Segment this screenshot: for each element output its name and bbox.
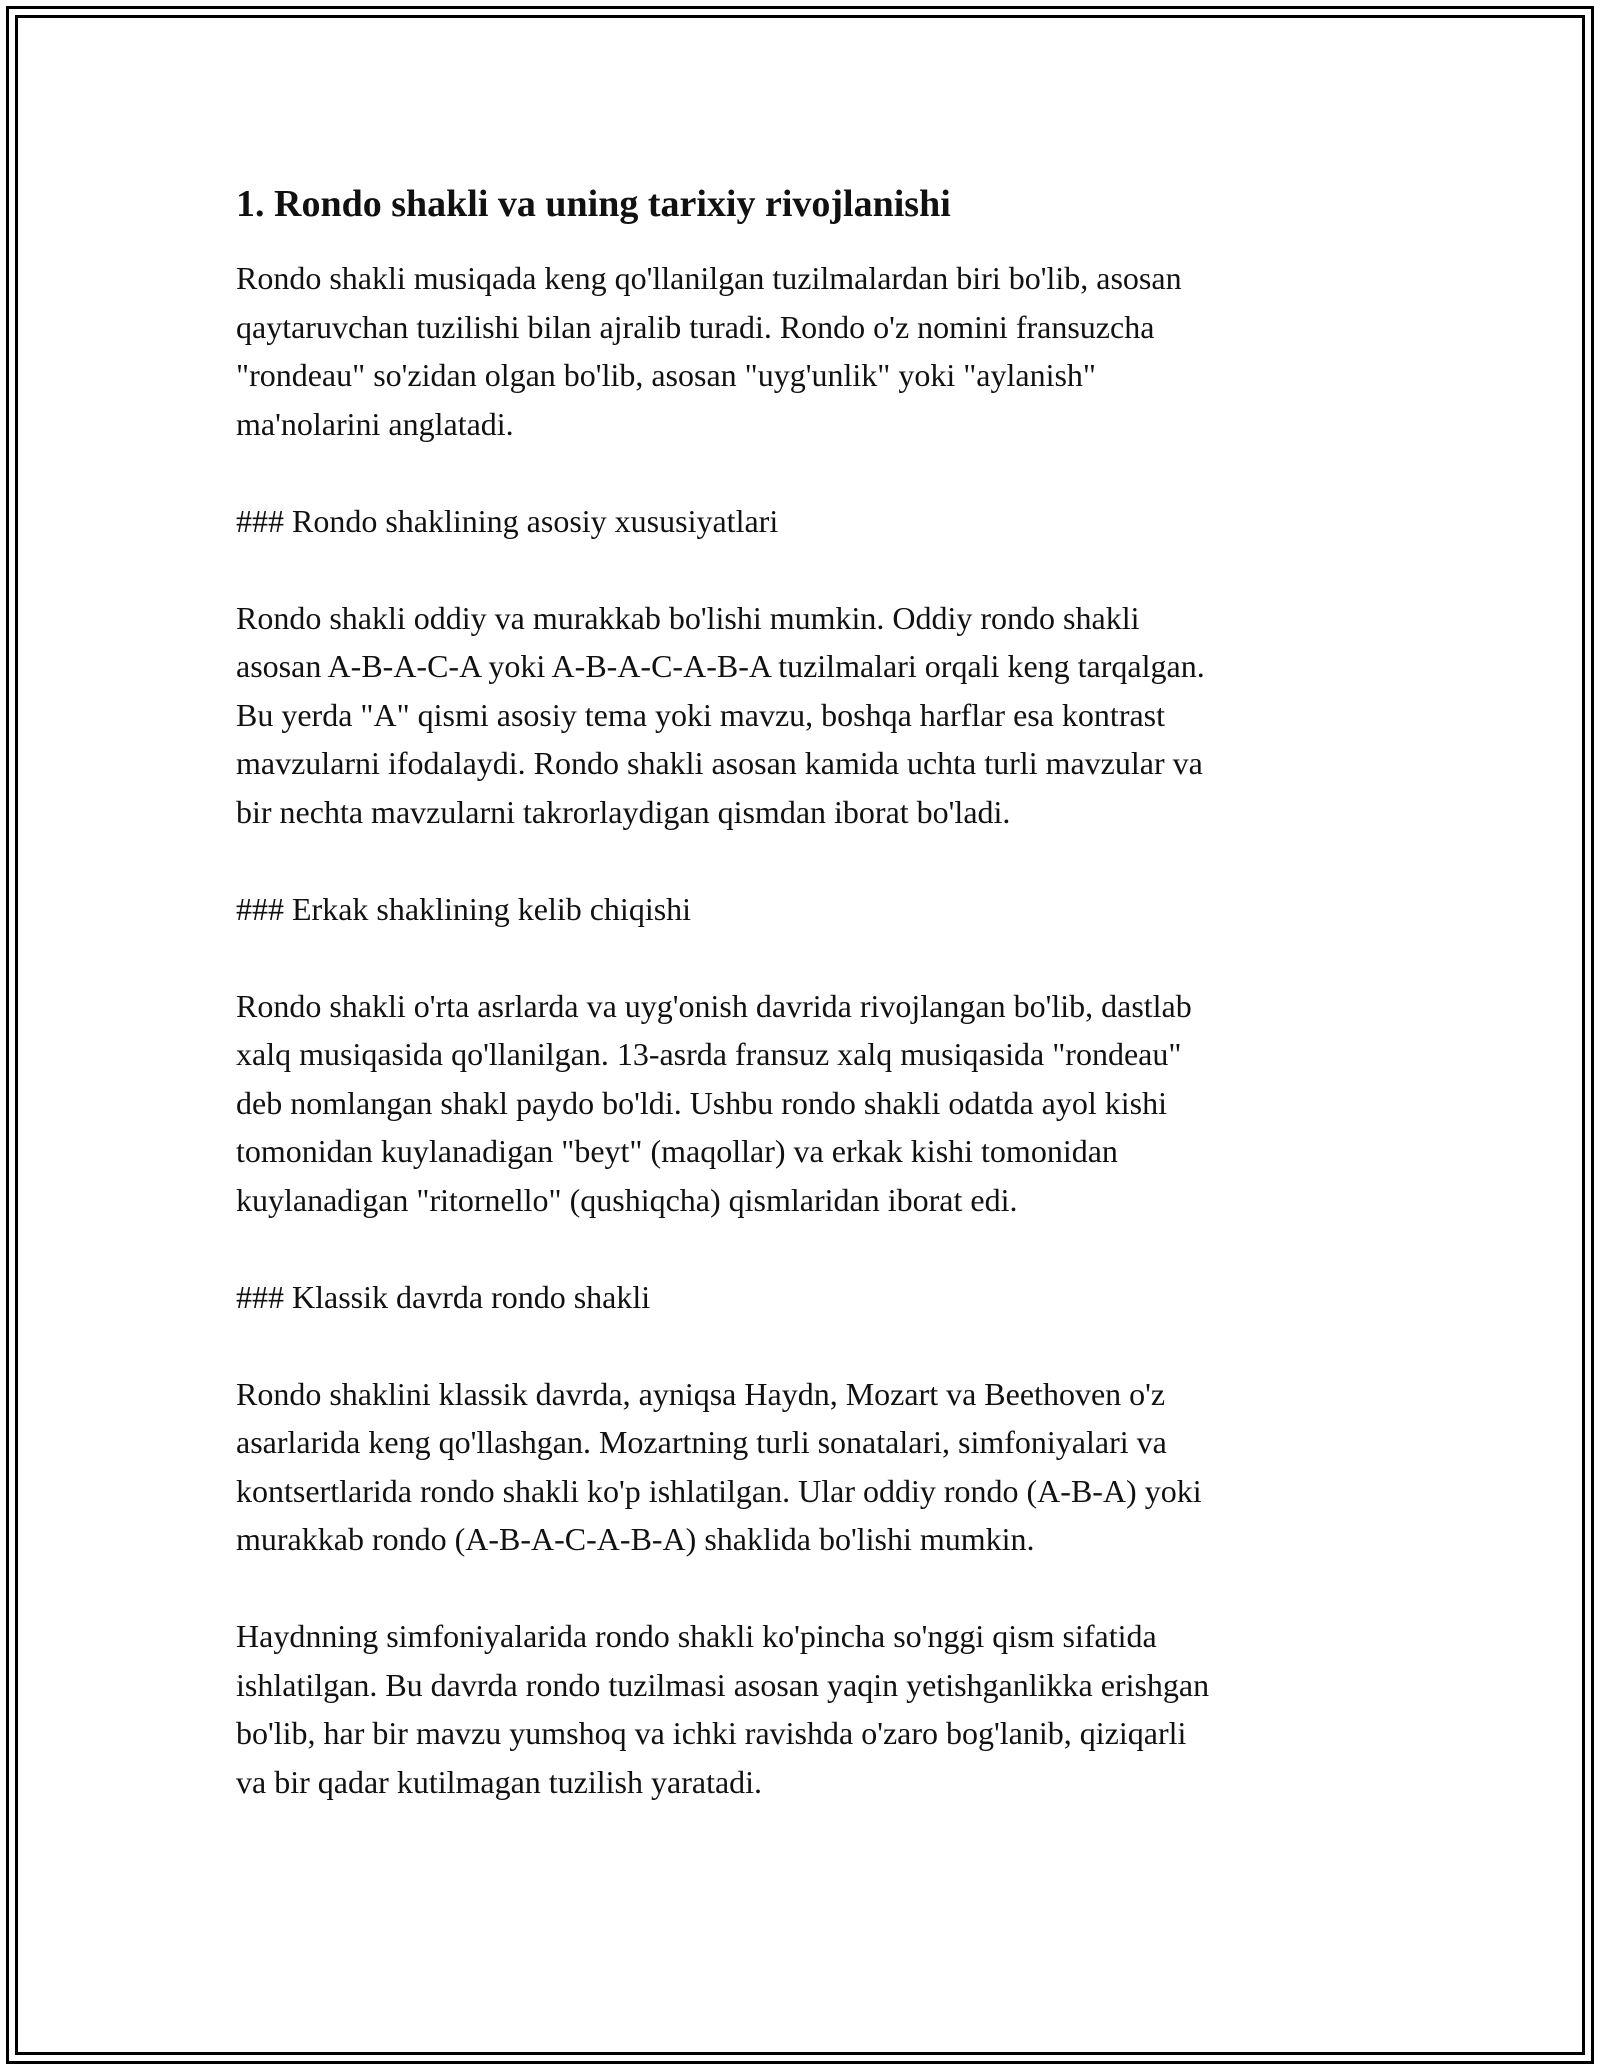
subheading-features: ### Rondo shaklining asosiy xususiyatlari [236, 502, 779, 539]
subheading-classical: ### Klassik davrda rondo shakli [236, 1278, 651, 1315]
paragraph-haydn: Haydnning simfoniyalarida rondo shakli ko'pincha so'nggi qism sifatida ishlatilgan. Bu davrda rondo tuzilmasi asosan yaqin yetishganlikka erishgan bo'lib, har bir mavzu yumshoq va ichki ravishda o'zaro bog'lanib, qiziqarli va bir qadar kutilmagan tuzilish yaratadi. [236, 1618, 1210, 1800]
paragraph-origin: Rondo shakli o'rta asrlarda va uyg'onish davrida rivojlangan bo'lib, dastlab xalq musiqasida qo'llanilgan. 13-asrda fransuz xalq musiqasida "rondeau" deb nomlangan shakl paydo bo'ldi. Ushbu rondo shakli odatda ayol kishi tomonidan kuylanadigan "beyt" (maqollar) va erkak kishi tomonidan kuylanadigan "ritornello" (qushiqcha) qismlaridan iborat edi. [236, 987, 1192, 1218]
document-title: 1. Rondo shakli va uning tarixiy rivojlanishi [236, 183, 951, 225]
subheading-origin: ### Erkak shaklining kelib chiqishi [236, 890, 692, 927]
document-body [236, 180, 1366, 1855]
paragraph-features: Rondo shakli oddiy va murakkab bo'lishi mumkin. Oddiy rondo shakli asosan A-B-A-C-A yoki A-B-A-C-A-B-A tuzilmalari orqali keng tarqalgan. Bu yerda "A" qismi asosiy tema yoki mavzu, boshqa harflar esa kontrast mavzularni ifodalaydi. Rondo shakli asosan kamida uchta turli mavzular va bir nechta mavzularni takrorlaydigan qismdan iborat bo'ladi. [236, 599, 1205, 830]
paragraph-intro: Rondo shakli musiqada keng qo'llanilgan tuzilmalardan biri bo'lib, asosan qaytaruvchan tuzilishi bilan ajralib turadi. Rondo o'z nomini fransuzcha "rondeau" so'zidan olgan bo'lib, asosan "uyg'unlik" yoki "aylanish" ma'nolarini anglatadi. [236, 260, 1182, 442]
paragraph-classical: Rondo shaklini klassik davrda, ayniqsa Haydn, Mozart va Beethoven o'z asarlarida keng qo'llashgan. Mozartning turli sonatalari, simfoniyalari va kontsertlarida rondo shakli ko'p ishlatilgan. Ular oddiy rondo (A-B-A) yoki murakkab rondo (A-B-A-C-A-B-A) shaklida bo'lishi mumkin. [236, 1375, 1202, 1557]
